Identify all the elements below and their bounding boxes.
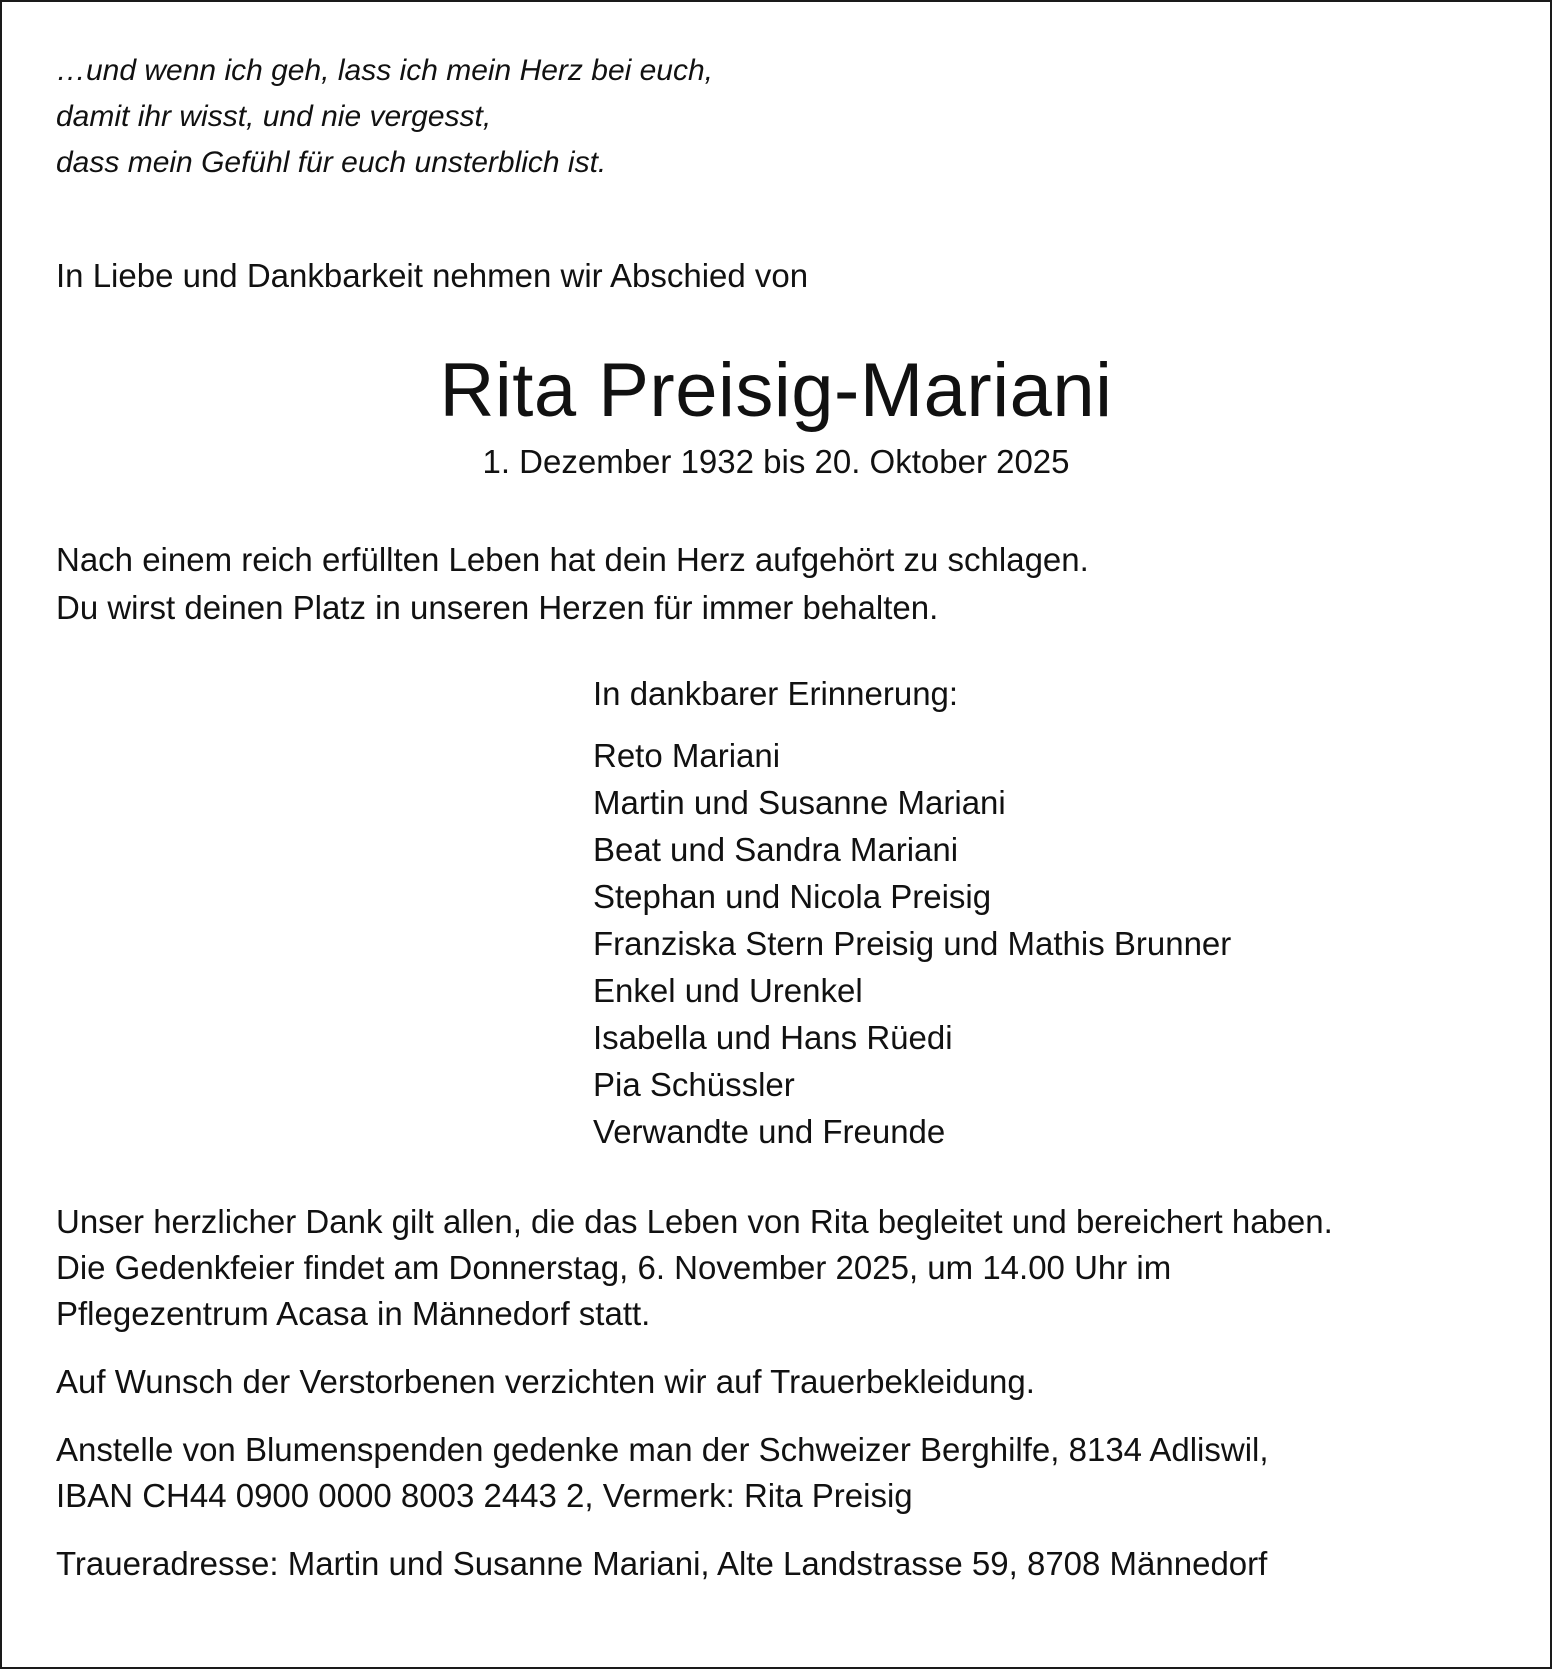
mourning-address bbox=[56, 1541, 1496, 1587]
mourner-name: Verwandte und Freunde bbox=[593, 1113, 946, 1150]
intro-text: In Liebe und Dankbarkeit nehmen wir Abschied von bbox=[56, 257, 809, 294]
thanks-and-ceremony bbox=[56, 1199, 1496, 1337]
donation-line: Anstelle von Blumenspenden gedenke man der Schweizer Berghilfe, 8134 Adliswil, bbox=[56, 1431, 1269, 1468]
dress-note-text: Auf Wunsch der Verstorbenen verzichten wir auf Trauerbekleidung. bbox=[56, 1363, 1035, 1400]
closing-line: Pflegezentrum Acasa in Männedorf statt. bbox=[56, 1295, 651, 1332]
donation-line: IBAN CH44 0900 0000 8003 2443 2, Vermerk: Rita Preisig bbox=[56, 1477, 913, 1514]
mourner-name: Pia Schüssler bbox=[593, 1066, 795, 1103]
message-line: Nach einem reich erfüllten Leben hat dein Herz aufgehört zu schlagen. bbox=[56, 541, 1089, 578]
mourner-name: Enkel und Urenkel bbox=[593, 972, 863, 1009]
mourner-name: Beat und Sandra Mariani bbox=[593, 831, 959, 868]
life-dates: 1. Dezember 1932 bis 20. Oktober 2025 bbox=[482, 443, 1070, 480]
mourners-list bbox=[593, 670, 1496, 1155]
mourner-name: Franziska Stern Preisig und Mathis Brunner bbox=[593, 925, 1232, 962]
poem-line: damit ihr wisst, und nie vergesst, bbox=[56, 100, 492, 133]
closing-line: Unser herzlicher Dank gilt allen, die das Leben von Rita begleitet und bereichert haben. bbox=[56, 1203, 1333, 1240]
mourner-name: Reto Mariani bbox=[593, 737, 781, 774]
dress-note bbox=[56, 1359, 1496, 1405]
mourner-name: Isabella und Hans Rüedi bbox=[593, 1019, 953, 1056]
poem bbox=[56, 48, 1496, 186]
poem-line: …und wenn ich geh, lass ich mein Herz bei euch, bbox=[56, 54, 714, 87]
mourner-name: Stephan und Nicola Preisig bbox=[593, 878, 992, 915]
message-line: Du wirst deinen Platz in unseren Herzen für immer behalten. bbox=[56, 589, 939, 626]
farewell-message bbox=[56, 536, 1496, 632]
deceased-name: Rita Preisig-Mariani bbox=[439, 348, 1113, 433]
mourners-heading: In dankbarer Erinnerung: bbox=[593, 675, 959, 712]
donation-info bbox=[56, 1427, 1496, 1519]
mourner-name: Martin und Susanne Mariani bbox=[593, 784, 1006, 821]
closing-line: Die Gedenkfeier findet am Donnerstag, 6. November 2025, um 14.00 Uhr im bbox=[56, 1249, 1172, 1286]
address-text: Traueradresse: Martin und Susanne Mariani, Alte Landstrasse 59, 8708 Männedorf bbox=[56, 1545, 1268, 1582]
poem-line: dass mein Gefühl für euch unsterblich ist. bbox=[56, 146, 607, 179]
